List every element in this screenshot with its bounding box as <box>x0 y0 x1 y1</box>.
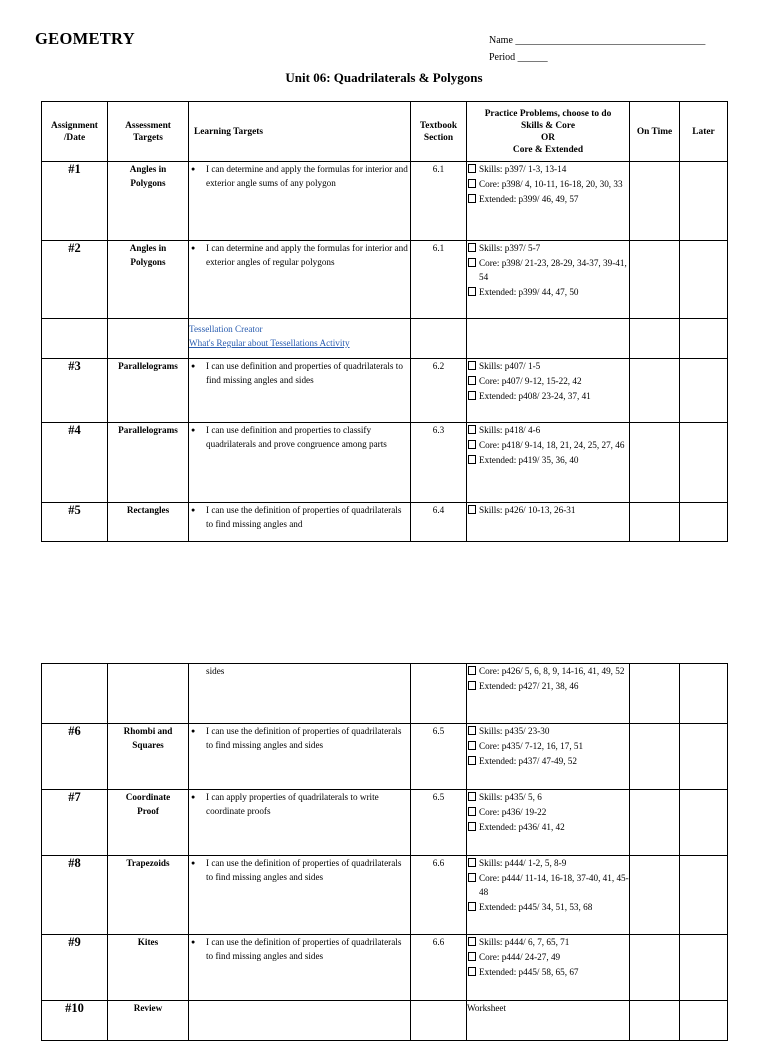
table-row <box>42 503 728 542</box>
checkbox[interactable] <box>468 967 476 976</box>
on-time-cell[interactable] <box>630 359 680 423</box>
extended-item[interactable]: Extended: p436/ 41, 42 <box>467 820 629 834</box>
assessment-target: Rhombi and Squares <box>108 724 189 790</box>
table-row <box>42 856 728 935</box>
checkbox[interactable] <box>468 666 476 675</box>
table-row <box>42 359 728 423</box>
extended-item[interactable]: Extended: p437/ 47-49, 52 <box>467 754 629 768</box>
table-row <box>42 790 728 856</box>
skills-item[interactable]: Skills: p418/ 4-6 <box>467 423 629 437</box>
later-cell[interactable] <box>680 503 728 542</box>
textbook-section: 6.6 <box>411 856 467 935</box>
on-time-cell[interactable] <box>630 856 680 935</box>
core-item[interactable]: Core: p426/ 5, 6, 8, 9, 14-16, 41, 49, 52 <box>467 664 629 678</box>
assignment-number: #2 <box>42 241 108 319</box>
core-item[interactable]: Core: p398/ 4, 10-11, 16-18, 20, 30, 33 <box>467 177 629 191</box>
core-item[interactable]: Core: p444/ 11-14, 16-18, 37-40, 41, 45-48 <box>467 871 629 899</box>
textbook-section: 6.3 <box>411 423 467 503</box>
practice-problems <box>467 664 630 724</box>
column-header-textbook: Textbook Section <box>411 102 467 162</box>
table-row <box>42 664 728 724</box>
later-cell[interactable] <box>680 935 728 1001</box>
textbook-section: 6.1 <box>411 162 467 241</box>
table-row <box>42 162 728 241</box>
assignment-number: #9 <box>42 935 108 1001</box>
table-row <box>42 423 728 503</box>
later-cell[interactable] <box>680 359 728 423</box>
practice-problems <box>467 359 630 423</box>
column-header-assessment: Assessment Targets <box>108 102 189 162</box>
table-row <box>42 1001 728 1041</box>
practice-problems <box>467 423 630 503</box>
assessment-target: Angles in Polygons <box>108 162 189 241</box>
checkbox[interactable] <box>468 902 476 911</box>
document-subject: GEOMETRY <box>35 29 135 48</box>
assessment-target: Parallelograms <box>108 423 189 503</box>
assignment-number: #5 <box>42 503 108 542</box>
checkbox[interactable] <box>468 873 476 882</box>
practice-problems <box>467 724 630 790</box>
extended-item[interactable]: Extended: p445/ 34, 51, 53, 68 <box>467 900 629 914</box>
extended-item[interactable]: Extended: p399/ 46, 49, 57 <box>467 192 629 206</box>
table-row <box>42 319 728 359</box>
checkbox[interactable] <box>468 937 476 946</box>
learning-target: ● I can determine and apply the formulas for interior and exterior angle sums of any polygon <box>189 162 411 241</box>
learning-target: ● I can use the definition of properties of quadrilaterals to find missing angles and <box>189 503 411 542</box>
practice-problems <box>467 790 630 856</box>
core-item[interactable]: Core: p435/ 7-12, 16, 17, 51 <box>467 739 629 753</box>
skills-item[interactable]: Skills: p426/ 10-13, 26-31 <box>467 503 629 517</box>
later-cell[interactable] <box>680 162 728 241</box>
learning-target: ● I can use definition and properties to classify quadrilaterals and prove congruence among parts <box>189 423 411 503</box>
checkbox[interactable] <box>468 952 476 961</box>
column-header-assignment: Assignment /Date <box>42 102 108 162</box>
checkbox[interactable] <box>468 391 476 400</box>
checkbox[interactable] <box>468 376 476 385</box>
practice-problems <box>467 503 630 542</box>
tessellations-activity-link[interactable]: What's Regular about Tessellations Activity <box>189 338 350 348</box>
checkbox[interactable] <box>468 858 476 867</box>
on-time-cell[interactable] <box>630 935 680 1001</box>
textbook-section: 6.1 <box>411 241 467 319</box>
learning-target: ● I can determine and apply the formulas for interior and exterior angles of regular polygons <box>189 241 411 319</box>
skills-item[interactable]: Skills: p397/ 1-3, 13-14 <box>467 162 629 176</box>
assignment-number: #8 <box>42 856 108 935</box>
checkbox[interactable] <box>468 361 476 370</box>
learning-target: ● I can apply properties of quadrilaterals to write coordinate proofs <box>189 790 411 856</box>
assessment-target: Review <box>108 1001 189 1041</box>
learning-target: ● I can use the definition of properties of quadrilaterals to find missing angles and sides <box>189 935 411 1001</box>
learning-target: ● I can use definition and properties of quadrilaterals to find missing angles and sides <box>189 359 411 423</box>
extended-item[interactable]: Extended: p445/ 58, 65, 67 <box>467 965 629 979</box>
learning-target: ● I can use the definition of properties of quadrilaterals to find missing angles and sides <box>189 724 411 790</box>
assessment-target: Kites <box>108 935 189 1001</box>
checkbox[interactable] <box>468 681 476 690</box>
assignment-table-continued <box>41 663 728 1041</box>
extended-item[interactable]: Extended: p419/ 35, 36, 40 <box>467 453 629 467</box>
practice-problems <box>467 935 630 1001</box>
table-row <box>42 935 728 1001</box>
checkbox[interactable] <box>468 741 476 750</box>
practice-problems <box>467 856 630 935</box>
later-cell[interactable] <box>680 241 728 319</box>
tessellation-creator-link[interactable]: Tessellation Creator <box>189 324 263 334</box>
table-row <box>42 724 728 790</box>
checkbox[interactable] <box>468 440 476 449</box>
learning-target: ● I can use the definition of properties of quadrilaterals to find missing angles and sides <box>189 856 411 935</box>
later-cell[interactable] <box>680 724 728 790</box>
column-header-later: Later <box>680 102 728 162</box>
on-time-cell[interactable] <box>630 790 680 856</box>
assessment-target: Angles in Polygons <box>108 241 189 319</box>
core-item[interactable]: Core: p407/ 9-12, 15-22, 42 <box>467 374 629 388</box>
core-item[interactable]: Core: p418/ 9-14, 18, 21, 24, 25, 27, 46 <box>467 438 629 452</box>
later-cell[interactable] <box>680 790 728 856</box>
skills-item[interactable]: Skills: p435/ 5, 6 <box>467 790 629 804</box>
checkbox[interactable] <box>468 194 476 203</box>
on-time-cell[interactable] <box>630 664 680 724</box>
checkbox[interactable] <box>468 425 476 434</box>
learning-target: sides <box>189 664 411 724</box>
assignment-number: #10 <box>42 1001 108 1041</box>
unit-title: Unit 06: Quadrilaterals & Polygons <box>285 70 483 85</box>
assessment-target: Trapezoids <box>108 856 189 935</box>
assessment-target: Coordinate Proof <box>108 790 189 856</box>
practice-problems: Worksheet <box>467 1001 630 1041</box>
checkbox[interactable] <box>468 179 476 188</box>
skills-item[interactable]: Skills: p444/ 6, 7, 65, 71 <box>467 935 629 949</box>
later-cell[interactable] <box>680 1001 728 1041</box>
checkbox[interactable] <box>468 505 476 514</box>
column-header-on-time: On Time <box>630 102 680 162</box>
assessment-target: Parallelograms <box>108 359 189 423</box>
column-header-learning: Learning Targets <box>189 102 411 162</box>
extended-item[interactable]: Extended: p399/ 44, 47, 50 <box>467 285 629 299</box>
checkbox[interactable] <box>468 243 476 252</box>
skills-item[interactable]: Skills: p397/ 5-7 <box>467 241 629 255</box>
assignment-number: #6 <box>42 724 108 790</box>
assignment-number: #7 <box>42 790 108 856</box>
skills-item[interactable]: Skills: p444/ 1-2, 5, 8-9 <box>467 856 629 870</box>
table-header-row <box>42 102 728 162</box>
period-field-line: Period ______ <box>489 52 548 63</box>
on-time-cell[interactable] <box>630 423 680 503</box>
textbook-section: 6.5 <box>411 724 467 790</box>
assignment-number: #1 <box>42 162 108 241</box>
assignment-number: #4 <box>42 423 108 503</box>
later-cell[interactable] <box>680 856 728 935</box>
practice-problems <box>467 241 630 319</box>
on-time-cell[interactable] <box>630 241 680 319</box>
textbook-section: 6.2 <box>411 359 467 423</box>
later-cell[interactable] <box>680 423 728 503</box>
assignment-table <box>41 101 728 542</box>
textbook-section: 6.5 <box>411 790 467 856</box>
on-time-cell[interactable] <box>630 724 680 790</box>
extended-item[interactable]: Extended: p408/ 23-24, 37, 41 <box>467 389 629 403</box>
tessellation-links <box>189 319 411 359</box>
on-time-cell[interactable] <box>630 162 680 241</box>
checkbox[interactable] <box>468 807 476 816</box>
name-field-line: Name ______________________________________ <box>489 35 706 46</box>
table-row <box>42 241 728 319</box>
checkbox[interactable] <box>468 164 476 173</box>
skills-item[interactable]: Skills: p407/ 1-5 <box>467 359 629 373</box>
assignment-number: #3 <box>42 359 108 423</box>
checkbox[interactable] <box>468 726 476 735</box>
on-time-cell[interactable] <box>630 503 680 542</box>
column-header-practice: Practice Problems, choose to do Skills & Core OR Core & Extended <box>467 102 630 162</box>
practice-problems <box>467 162 630 241</box>
core-item[interactable]: Core: p436/ 19-22 <box>467 805 629 819</box>
later-cell[interactable] <box>680 664 728 724</box>
checkbox[interactable] <box>468 455 476 464</box>
core-item[interactable]: Core: p444/ 24-27, 49 <box>467 950 629 964</box>
textbook-section: 6.4 <box>411 503 467 542</box>
checkbox[interactable] <box>468 258 476 267</box>
checkbox[interactable] <box>468 287 476 296</box>
assessment-target: Rectangles <box>108 503 189 542</box>
on-time-cell[interactable] <box>630 1001 680 1041</box>
checkbox[interactable] <box>468 792 476 801</box>
skills-item[interactable]: Skills: p435/ 23-30 <box>467 724 629 738</box>
extended-item[interactable]: Extended: p427/ 21, 38, 46 <box>467 679 629 693</box>
textbook-section: 6.6 <box>411 935 467 1001</box>
core-item[interactable]: Core: p398/ 21-23, 28-29, 34-37, 39-41, 54 <box>467 256 629 284</box>
checkbox[interactable] <box>468 756 476 765</box>
checkbox[interactable] <box>468 822 476 831</box>
